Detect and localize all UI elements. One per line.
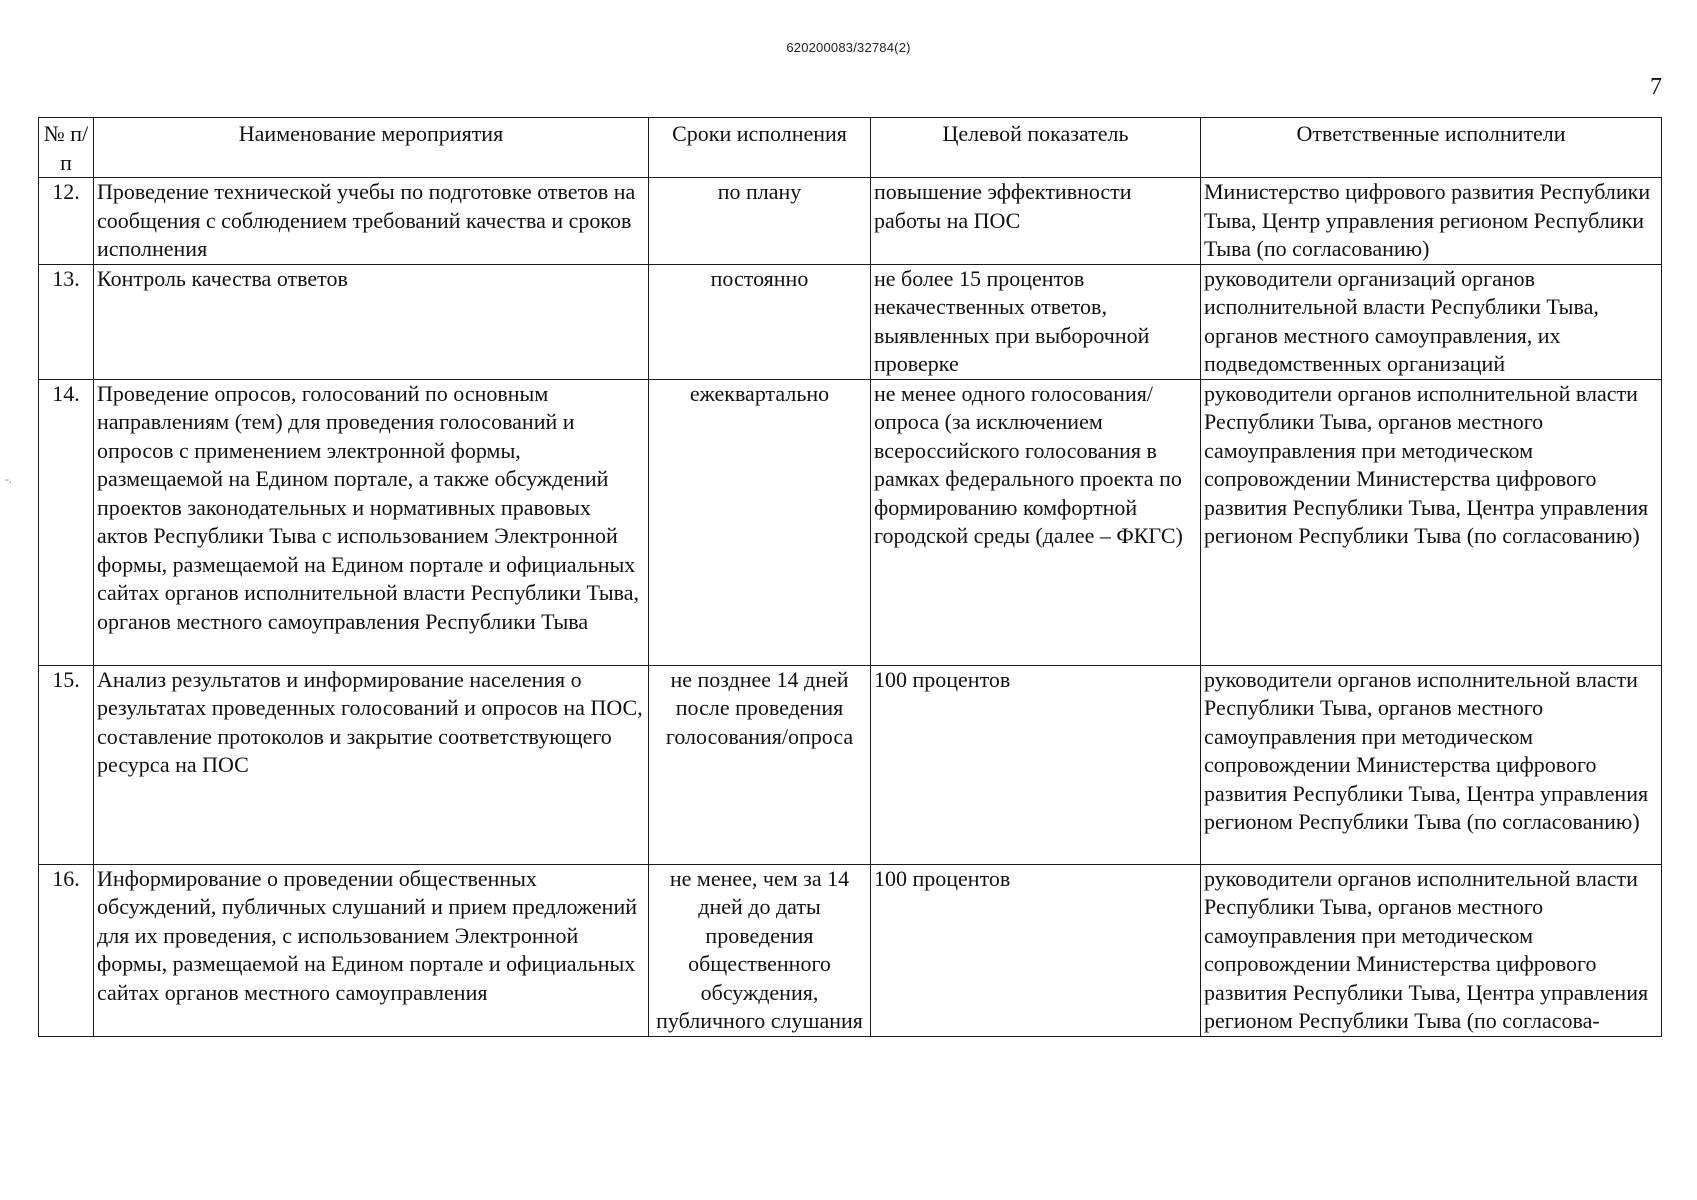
- row-number: 15.: [39, 665, 94, 864]
- target-indicator: не более 15 процентов некачественных ответов, выявленных при выборочной проверке: [871, 264, 1201, 379]
- target-indicator: 100 процентов: [871, 864, 1201, 1036]
- execution-term: постоянно: [649, 264, 871, 379]
- page-number: 7: [1650, 74, 1662, 100]
- table-row: [39, 178, 1662, 265]
- target-indicator: повышение эффективности работы на ПОС: [871, 178, 1201, 265]
- action-plan-table: [38, 117, 1662, 1037]
- table-row: [39, 864, 1662, 1036]
- row-number: 16.: [39, 864, 94, 1036]
- execution-term: по плану: [649, 178, 871, 265]
- responsible-executors: руководители органов исполнительной власти Республики Тыва, органов местного самоуправления при методическом сопровождении Министерства цифрового развития Республики Тыва, Центра управления регионом Республики Тыва (по согласованию): [1201, 379, 1662, 665]
- row-number: 14.: [39, 379, 94, 665]
- responsible-executors: руководители органов исполнительной власти Республики Тыва, органов местного самоуправления при методическом сопровождении Министерства цифрового развития Республики Тыва, Центра управления регионом Республики Тыва (по согласованию): [1201, 665, 1662, 864]
- column-header-name: Наименование мероприятия: [94, 118, 649, 178]
- activity-name: Анализ результатов и информирование населения о результатах проведенных голосований и опросов на ПОС, составление протоколов и закрытие соответствующего ресурса на ПОС: [94, 665, 649, 864]
- execution-term: не позднее 14 дней после проведения голосования/опроса: [649, 665, 871, 864]
- target-indicator: не менее одного голосования/ опроса (за исключением всероссийского голосования в рамках федерального проекта по формированию комфортной городской среды (далее – ФКГС): [871, 379, 1201, 665]
- target-indicator: 100 процентов: [871, 665, 1201, 864]
- responsible-executors: руководители организаций органов исполнительной власти Республики Тыва, органов местного самоуправления, их подведомственных организаций: [1201, 264, 1662, 379]
- column-header-term: Сроки исполнения: [649, 118, 871, 178]
- execution-term: ежеквартально: [649, 379, 871, 665]
- column-header-target: Целевой показатель: [871, 118, 1201, 178]
- document-id: 620200083/32784(2): [786, 40, 911, 55]
- activity-name: Контроль качества ответов: [94, 264, 649, 379]
- responsible-executors: руководители органов исполнительной власти Республики Тыва, органов местного самоуправления при методическом сопровождении Министерства цифрового развития Республики Тыва, Центра управления регионом Республики Тыва (по согласова-: [1201, 864, 1662, 1036]
- table-row: [39, 665, 1662, 864]
- column-header-executors: Ответственные исполнители: [1201, 118, 1662, 178]
- responsible-executors: Министерство цифрового развития Республики Тыва, Центр управления регионом Республики Тыва (по согласованию): [1201, 178, 1662, 265]
- activity-name: Проведение технической учебы по подготовке ответов на сообщения с соблюдением требований качества и сроков исполнения: [94, 178, 649, 265]
- row-number: 12.: [39, 178, 94, 265]
- column-header-number: № п/п: [39, 118, 94, 178]
- table-header-row: [39, 118, 1662, 178]
- execution-term: не менее, чем за 14 дней до даты проведения общественного обсуждения, публичного слушания: [649, 864, 871, 1036]
- table-row: [39, 264, 1662, 379]
- activity-name: Информирование о проведении общественных обсуждений, публичных слушаний и прием предложений для их проведения, с использованием Электронной формы, размещаемой на Едином портале и официальных сайтах органов местного самоуправления: [94, 864, 649, 1036]
- scan-artifact: -.: [5, 472, 12, 486]
- row-number: 13.: [39, 264, 94, 379]
- activity-name: Проведение опросов, голосований по основным направлениям (тем) для проведения голосований и опросов с применением электронной формы, размещаемой на Едином портале, а также обсуждений проектов законодательных и нормативных правовых актов Республики Тыва с использованием Электронной формы, размещаемой на Едином портале и официальных сайтах органов исполнительной власти Республики Тыва, органов местного самоуправления Республики Тыва: [94, 379, 649, 665]
- table-row: [39, 379, 1662, 665]
